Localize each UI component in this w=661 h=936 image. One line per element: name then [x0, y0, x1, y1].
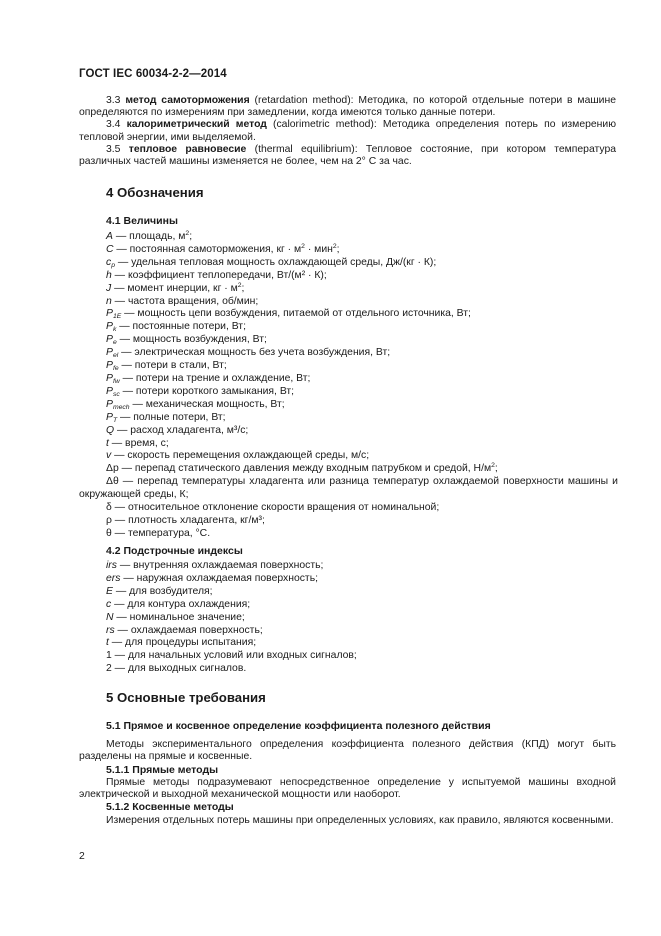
section-4-heading: 4 Обозначения [106, 185, 204, 200]
quantity-tail: ; [494, 463, 498, 475]
quantity-item [106, 386, 618, 399]
quantity-description: — расход хладагента, м³/с; [114, 424, 249, 436]
quantity-description: — удельная тепловая мощность охлаждающей среды, Дж/(кг · К); [114, 256, 437, 268]
index-description: — номинальное значение; [113, 611, 245, 623]
quantity-subscript: fw [112, 377, 120, 385]
index-item [106, 663, 618, 676]
quantity-item [106, 270, 618, 283]
term-3-4: 3.4 калориметрический метод (calorimetric method): Методика определения потерь по измерению тепловой энергии, ими выделяемой. [79, 119, 616, 143]
quantity-description: — мощность возбуждения, Вт; [116, 334, 267, 346]
quantity-symbol: P [106, 334, 113, 346]
quantity-description: — постоянные потери, Вт; [116, 321, 246, 333]
subsection-5-1-text-block [79, 739, 616, 763]
quantity-symbol: v [106, 450, 112, 462]
quantity-description: — потери в стали, Вт; [118, 360, 227, 372]
index-item [106, 637, 618, 650]
quantity-description: — температура, °С. [111, 527, 211, 539]
index-symbol: ers [106, 572, 121, 584]
quantity-description: — перепад температуры хладагента или разница температур охлаждаемой поверхности машины и окружающей среды, К; [79, 476, 618, 501]
index-description: — для контура охлаждения; [111, 598, 251, 610]
index-symbol: rs [106, 624, 115, 636]
quantity-superscript: 2 [332, 242, 337, 250]
index-description: — охлаждаемая поверхность; [114, 624, 263, 636]
section-5-heading: 5 Основные требования [106, 690, 266, 705]
index-item [106, 599, 618, 612]
quantity-subscript: T [112, 416, 118, 424]
quantity-symbol: Δθ [106, 476, 119, 488]
page-number: 2 [79, 851, 85, 862]
index-symbol: 1 [106, 650, 112, 662]
index-symbol: irs [106, 560, 117, 571]
quantity-description: — механическая мощность, Вт; [129, 398, 285, 410]
index-description: — для возбудителя; [112, 585, 213, 597]
quantity-item [106, 347, 618, 360]
index-item [106, 560, 618, 573]
subsection-5-1-1-heading: 5.1.1 Прямые методы [106, 764, 219, 776]
quantity-item [106, 450, 618, 463]
quantity-description: — постоянная самоторможения, кг · м [113, 243, 302, 255]
quantity-item [106, 515, 618, 528]
quantities-list [79, 230, 618, 541]
quantity-subscript: 1E [112, 313, 122, 321]
quantity-description: — площадь, м [112, 231, 186, 242]
index-symbol: N [106, 611, 114, 623]
quantity-description: — потери короткого замыкания, Вт; [119, 385, 295, 397]
quantity-symbol: P [106, 372, 113, 384]
quantity-symbol: P [106, 308, 113, 320]
index-item [106, 625, 618, 638]
subsection-5-1-text: Методы экспериментального определения коэффициента полезного действия (КПД) могут быть разделены на прямые и косвенные. [79, 739, 616, 763]
quantity-description: — электрическая мощность без учета возбуждения, Вт; [118, 347, 391, 359]
index-item [106, 586, 618, 599]
quantity-item [106, 412, 618, 425]
quantity-superscript: 2 [185, 230, 190, 237]
quantity-tail: ; [189, 231, 193, 242]
index-description: — наружная охлаждаемая поверхность; [120, 572, 318, 584]
document-header: ГОСТ IEC 60034-2-2—2014 [79, 68, 227, 80]
indices-list [106, 560, 618, 676]
quantity-symbol: c [106, 256, 112, 268]
subsection-4-2-heading: 4.2 Подстрочные индексы [106, 545, 243, 557]
quantity-item [106, 438, 618, 451]
quantity-symbol: P [106, 360, 113, 372]
index-description: — для выходных сигналов. [111, 663, 247, 675]
quantity-symbol: θ [106, 527, 112, 539]
quantity-symbol: h [106, 269, 112, 281]
quantity-item [106, 334, 618, 347]
subsection-4-1-heading: 4.1 Величины [106, 215, 178, 227]
index-symbol: t [106, 637, 109, 649]
index-symbol: E [106, 585, 113, 597]
quantity-symbol: A [106, 231, 113, 242]
quantity-description: — коэффициент теплопередачи, Вт/(м² · К); [111, 269, 327, 281]
quantity-symbol: C [106, 243, 114, 255]
quantity-wrap [79, 476, 618, 502]
subsection-5-1-2-text-block [79, 815, 616, 827]
term-3-3: 3.3 метод самоторможения (retardation method): Методика, по которой отдельные потери в машине определяются по измерениям при замедлении, когда имеются только данные потери. [79, 95, 617, 119]
subsection-5-1-heading: 5.1 Прямое и косвенное определение коэффициента полезного действия [106, 720, 491, 732]
quantity-description: — момент инерции, кг · м [111, 282, 238, 294]
index-description: — для процедуры испытания; [108, 637, 257, 649]
quantity-symbol: P [106, 385, 113, 397]
quantity-description: — относительное отклонение скорости вращения от номинальной; [111, 502, 440, 514]
index-symbol: c [106, 598, 112, 610]
quantity-description: — мощность цепи возбуждения, питаемой от отдельного источника, Вт; [121, 308, 471, 320]
quantity-description: — плотность хладагента, кг/м³; [111, 514, 265, 526]
index-item [106, 612, 618, 625]
quantity-symbol: P [106, 398, 113, 410]
quantity-description: — полные потери, Вт; [117, 411, 226, 423]
index-symbol: 2 [106, 663, 112, 675]
quantity-symbol: n [106, 295, 112, 307]
subsection-5-1-2-text: Измерения отдельных потерь машины при определенных условиях, как правило, являются косвенными. [106, 815, 614, 826]
quantity-description: — перепад статического давления между входным патрубком и средой, Н/м [118, 463, 492, 475]
quantity-item [106, 373, 618, 386]
quantity-item [106, 296, 618, 309]
quantity-description: — скорость перемещения охлаждающей среды, м/с; [111, 450, 370, 462]
quantity-tail: ; [336, 243, 340, 255]
quantity-tail: · мин [304, 243, 333, 255]
quantity-subscript: el [112, 352, 119, 360]
quantity-symbol: δ [106, 502, 112, 514]
quantity-symbol: ρ [106, 514, 112, 526]
quantity-symbol: P [106, 347, 113, 359]
index-description: — внутренняя охлаждаемая поверхность; [116, 560, 324, 571]
quantity-item [106, 308, 618, 321]
quantity-item [106, 321, 618, 334]
quantity-subscript: fe [112, 365, 119, 373]
subsection-5-1-1-text-block [79, 777, 616, 801]
quantity-symbol: J [106, 282, 112, 294]
quantity-description: — потери на трение и охлаждение, Вт; [119, 372, 311, 384]
quantity-subscript: mech [112, 403, 130, 411]
quantity-item [106, 283, 618, 296]
quantity-symbol: Q [106, 424, 115, 436]
term-3-5: 3.5 тепловое равновесие (thermal equilibrium): Тепловое состояние, при котором температура различных частей машины изменяется не более, чем на 2° С за час. [79, 143, 617, 168]
quantity-symbol: P [106, 321, 113, 333]
quantity-item [106, 425, 618, 438]
index-item [106, 573, 618, 586]
quantity-symbol: Δp [106, 463, 119, 475]
quantity-subscript: sc [112, 390, 120, 398]
index-description: — для начальных условий или входных сигналов; [111, 650, 357, 662]
quantity-item [106, 463, 618, 476]
quantity-superscript: 2 [491, 462, 495, 470]
quantity-item [106, 528, 618, 541]
subsection-5-1-1-text: Прямые методы подразумевают непосредственное определение у испытуемой машины входной электрической и выходной механической мощности или наоборот. [79, 777, 616, 801]
terms-block [79, 95, 616, 168]
quantity-item [106, 399, 618, 412]
quantity-tail: ; [241, 282, 245, 294]
quantity-item [106, 244, 618, 257]
quantity-description: — время, с; [108, 437, 169, 449]
quantity-subscript: e [112, 339, 117, 347]
index-item [106, 650, 618, 663]
quantity-item [106, 502, 618, 515]
subsection-5-1-2-heading: 5.1.2 Косвенные методы [106, 801, 234, 813]
quantity-subscript: p [111, 261, 115, 269]
quantity-symbol: P [106, 411, 113, 423]
quantity-item [106, 257, 618, 270]
quantity-superscript: 2 [237, 281, 242, 289]
quantity-description: — частота вращения, об/мин; [111, 295, 259, 307]
quantity-superscript: 2 [301, 242, 305, 250]
quantity-symbol: t [106, 437, 109, 449]
quantity-subscript: k [112, 326, 117, 334]
quantity-item [106, 231, 618, 244]
quantity-item [106, 360, 618, 373]
quantity-item [79, 476, 618, 502]
